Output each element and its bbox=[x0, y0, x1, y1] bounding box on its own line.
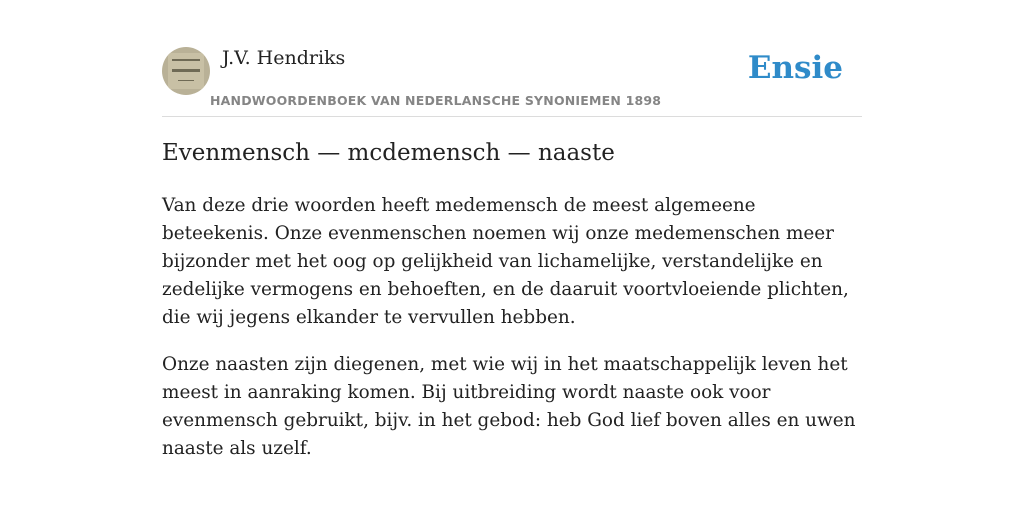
entry-title: Evenmensch — mcdemensch — naaste bbox=[162, 140, 615, 166]
cover-line bbox=[178, 80, 194, 81]
cover-line bbox=[172, 69, 200, 72]
entry-paragraph: Van deze drie woorden heeft medemensch de meest algemeene beteekenis. Onze evenmenschen noemen wij onze medemenschen meer bijzonder met het oog op gelijkheid van lichamelijke, verstandelijke en zedelijke vermogens en behoeften, en de daaruit voortvloeiende plichten, die wij jegens elkander te vervullen hebben. bbox=[162, 195, 849, 328]
book-cover-icon[interactable] bbox=[162, 47, 210, 95]
cover-line bbox=[172, 59, 200, 61]
entry-body bbox=[162, 192, 862, 482]
source-title[interactable]: HANDWOORDENBOEK VAN NEDERLANSCHE SYNONIEMEN 1898 bbox=[210, 93, 662, 108]
book-cover-image bbox=[168, 53, 204, 89]
entry-header bbox=[162, 46, 862, 117]
entry-paragraph: Onze naasten zijn diegenen, met wie wij in het maatschappelijk leven het meest in aanraking komen. Bij uitbreiding wordt naaste ook voor evenmensch gebruikt, bijv. in het gebod: heb God lief boven alles en uwen naaste als uzelf. bbox=[162, 354, 856, 459]
author-name[interactable]: J.V. Hendriks bbox=[222, 47, 346, 69]
ensie-logo[interactable]: Ensie bbox=[747, 50, 843, 86]
